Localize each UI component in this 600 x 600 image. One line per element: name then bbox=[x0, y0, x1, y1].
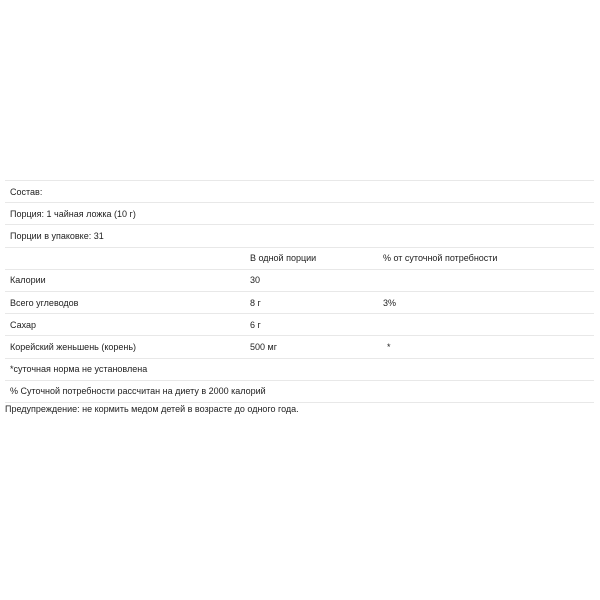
nutrient-row bbox=[5, 269, 594, 291]
serving-size-row bbox=[5, 203, 594, 225]
servings-per-container-row bbox=[5, 225, 594, 247]
nutrient-name: Калории bbox=[5, 269, 245, 291]
nutrient-daily-value bbox=[378, 314, 594, 336]
serving-size: Порция: 1 чайная ложка (10 г) bbox=[5, 203, 594, 225]
supplement-facts-table bbox=[5, 180, 594, 403]
footnote-row bbox=[5, 380, 594, 402]
nutrient-daily-value: 3% bbox=[378, 291, 594, 313]
nutrient-row bbox=[5, 336, 594, 358]
composition-label: Состав: bbox=[5, 181, 594, 203]
header-empty-cell bbox=[5, 247, 245, 269]
warning-text: Предупреждение: не кормить медом детей в возрасте до одного года. bbox=[5, 404, 299, 414]
column-header-row bbox=[5, 247, 594, 269]
nutrient-name: Сахар bbox=[5, 314, 245, 336]
footnote-not-established: *суточная норма не установлена bbox=[5, 358, 594, 380]
nutrient-daily-value: * bbox=[378, 336, 594, 358]
nutrient-amount: 500 мг bbox=[245, 336, 378, 358]
composition-row bbox=[5, 181, 594, 203]
footnote-row bbox=[5, 358, 594, 380]
nutrient-row bbox=[5, 291, 594, 313]
nutrient-amount: 30 bbox=[245, 269, 378, 291]
nutrient-daily-value bbox=[378, 269, 594, 291]
nutrient-amount: 8 г bbox=[245, 291, 378, 313]
nutrient-name: Всего углеводов bbox=[5, 291, 245, 313]
header-daily-value: % от суточной потребности bbox=[378, 247, 594, 269]
header-per-serving: В одной порции bbox=[245, 247, 378, 269]
footnote-daily-value-basis: % Суточной потребности рассчитан на диету в 2000 калорий bbox=[5, 380, 594, 402]
nutrient-name: Корейский женьшень (корень) bbox=[5, 336, 245, 358]
servings-per-container: Порции в упаковке: 31 bbox=[5, 225, 594, 247]
nutrient-row bbox=[5, 314, 594, 336]
nutrient-amount: 6 г bbox=[245, 314, 378, 336]
